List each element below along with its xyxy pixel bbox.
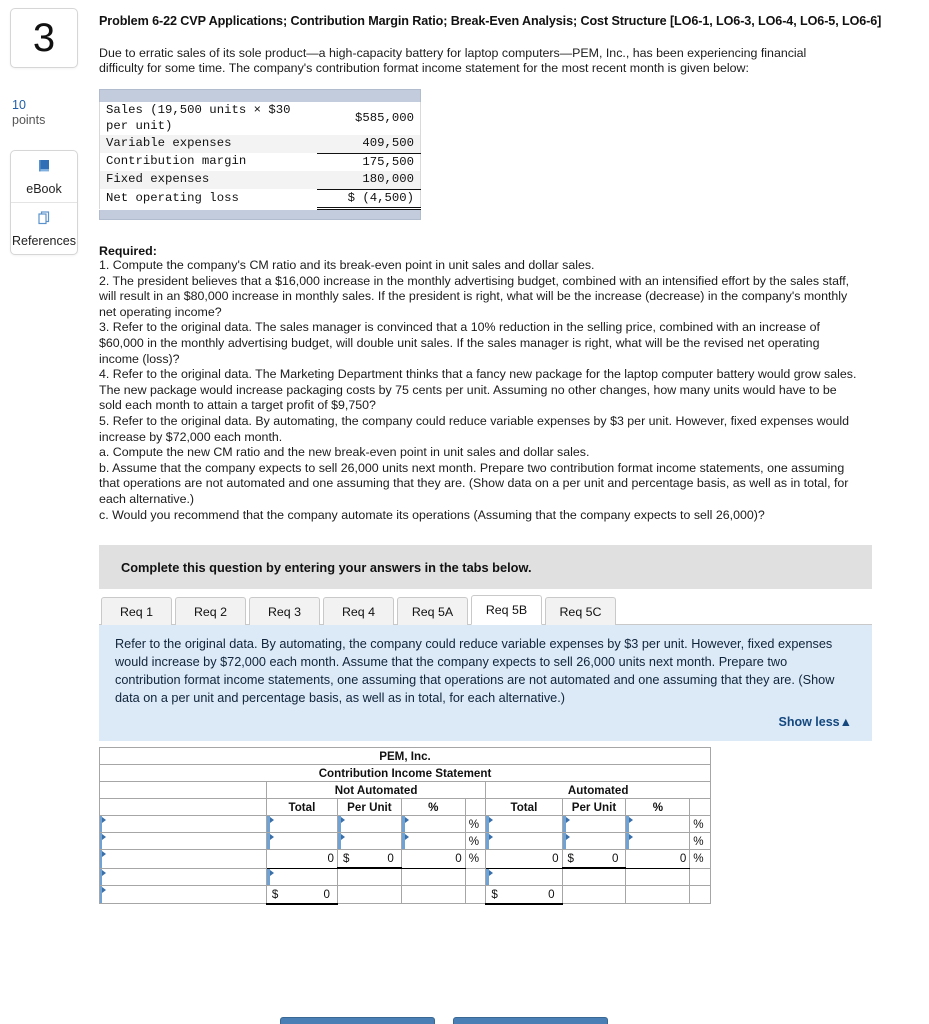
grid-colhdr-na-per-unit: Per Unit (337, 799, 401, 816)
row4-au-per-unit-cell (562, 868, 626, 885)
grid-colhdr-au-total: Total (486, 799, 562, 816)
row5-label-select[interactable] (100, 885, 267, 904)
row5-na-per-unit-cell (337, 885, 401, 904)
tab-req-1[interactable] (101, 597, 172, 625)
is-label-sales: Sales (19,500 units × $30 per unit) (106, 103, 291, 133)
row5-na-percent-symbol (465, 885, 486, 904)
grid-statement-title: Contribution Income Statement (100, 765, 711, 782)
row1-na-total-input[interactable] (266, 816, 337, 833)
row2-na-total-input[interactable] (266, 833, 337, 850)
tab-req-2[interactable] (175, 597, 246, 625)
required-heading: Required: (99, 244, 157, 259)
table-row (100, 885, 711, 904)
row3-na-percent-value: 0 (401, 850, 465, 869)
row1-na-percent-symbol: % (465, 816, 486, 833)
ebook-button[interactable] (11, 151, 77, 202)
tab-req-1-label: Req 1 (119, 604, 154, 619)
row3-au-total-value: 0 (486, 850, 562, 869)
row4-au-percent-symbol (690, 868, 711, 885)
complete-question-text: Complete this question by entering your answers in the tabs below. (121, 559, 532, 575)
row4-au-total-input[interactable] (486, 868, 562, 885)
row4-na-per-unit-cell (337, 868, 401, 885)
grid-row-column-headers (100, 799, 711, 816)
is-label-variable-expenses: Variable expenses (106, 136, 232, 151)
row1-au-percent-input[interactable] (626, 816, 690, 833)
book-icon (36, 158, 52, 179)
requirement-tabs (99, 593, 872, 625)
bottom-button-row (280, 1017, 608, 1024)
row4-na-total-input[interactable] (266, 868, 337, 885)
row1-au-total-input[interactable] (486, 816, 562, 833)
previous-button[interactable] (280, 1017, 435, 1024)
row3-label-select[interactable] (100, 850, 267, 869)
row4-au-percent-cell (626, 868, 690, 885)
row5-au-total-number: 0 (548, 887, 555, 901)
row2-au-total-input[interactable] (486, 833, 562, 850)
tab-req-4-label: Req 4 (341, 604, 376, 619)
required-item-2: 2. The president believes that a $16,000 increase in the monthly advertising budget, combined with an intensified effort by the sales staff, will result in an $80,000 increase in monthly sales. If the president is right, what will be the increase (decrease) in the company's monthly net operating income? (99, 273, 850, 319)
required-item-5b: b. Assume that the company expects to sell 26,000 units next month. Prepare two contribution format income statements, one assuming that operations are not automated and one assuming that they are. (Show data on a per unit and percentage basis, as well as in total, for each alternative.) (99, 460, 849, 506)
is-row-sales (100, 102, 421, 135)
income-statement-box (99, 89, 421, 220)
required-item-5a: a. Compute the new CM ratio and the new break-even point in unit sales and dollar sales. (99, 445, 590, 460)
question-number: 3 (32, 16, 56, 60)
question-number-box (10, 8, 78, 68)
is-row-net-operating-loss (100, 189, 421, 209)
row4-na-percent-symbol (465, 868, 486, 885)
active-tab-instructions-text: Refer to the original data. By automating, the company could reduce variable expenses by $3 per unit. However, fixed expenses would increase by $72,000 each month. Assume that the company expects to sell 26,000 units next month. Prepare two contribution format income statements, one assuming that operations are not automated and one assuming that they are. (Show data on a per unit and percentage basis, as well as in total, for each alternative.) (115, 637, 835, 706)
row3-na-total-value: 0 (266, 850, 337, 869)
row4-na-percent-cell (401, 868, 465, 885)
tab-req-5b[interactable] (471, 595, 542, 625)
required-item-5c: c. Would you recommend that the company automate its operations (Assuming that the company expects to sell 26,000)? (99, 507, 765, 522)
grid-colhdr-na-percent: % (401, 799, 465, 816)
next-button[interactable] (453, 1017, 608, 1024)
grid-colhdr-na-total: Total (266, 799, 337, 816)
row3-na-percent-symbol: % (465, 850, 486, 869)
is-amount-net-operating-loss: $ (4,500) (317, 189, 421, 209)
grid-colhdr-au-per-unit: Per Unit (562, 799, 626, 816)
table-row (100, 816, 711, 833)
income-statement-footer-bar (99, 210, 421, 220)
references-button[interactable] (11, 202, 77, 254)
grid-row-company (100, 748, 711, 765)
table-row (100, 833, 711, 850)
income-statement-table (99, 102, 421, 210)
row1-au-percent-symbol: % (690, 816, 711, 833)
row3-na-per-unit-number: 0 (387, 852, 394, 866)
points-label: points (12, 113, 46, 127)
row5-au-percent-symbol (690, 885, 711, 904)
left-rail (10, 8, 90, 255)
row2-au-percent-input[interactable] (626, 833, 690, 850)
tab-req-5c[interactable] (545, 597, 616, 625)
tab-req-2-label: Req 2 (193, 604, 228, 619)
is-row-variable-expenses (100, 135, 421, 153)
references-label: References (12, 234, 76, 248)
tab-req-5b-label: Req 5B (485, 603, 528, 618)
problem-title: Problem 6-22 CVP Applications; Contribution Margin Ratio; Break-Even Analysis; Cost Structure [LO6-1, LO6-3, LO6-4, LO6-5, LO6-6] (99, 14, 882, 28)
row1-au-per-unit-input[interactable] (562, 816, 626, 833)
show-less-link[interactable]: Show less▲ (778, 715, 852, 730)
row5-na-percent-cell (401, 885, 465, 904)
row3-na-dollar-sign: $ (342, 852, 350, 866)
table-row (100, 868, 711, 885)
is-label-net-operating-loss: Net operating loss (106, 191, 239, 206)
is-amount-variable-expenses: 409,500 (317, 135, 421, 153)
grid-colhdr-au-percent: % (626, 799, 690, 816)
row2-na-per-unit-input[interactable] (337, 833, 401, 850)
row3-au-percent-symbol: % (690, 850, 711, 869)
is-label-fixed-expenses: Fixed expenses (106, 172, 210, 187)
grid-group-blank (100, 782, 267, 799)
is-amount-fixed-expenses: 180,000 (317, 171, 421, 189)
row2-na-percent-input[interactable] (401, 833, 465, 850)
problem-intro: Due to erratic sales of its sole product—a high-capacity battery for laptop computers—PEM, Inc., has been experiencing financial difficulty for some time. The company's contribution format income statement for the most recent month is given below: (99, 45, 807, 76)
row5-na-total-value (266, 885, 337, 904)
row2-au-percent-symbol: % (690, 833, 711, 850)
row1-na-percent-input[interactable] (401, 816, 465, 833)
grid-colhdr-au-pctsym (690, 799, 711, 816)
tab-req-3-label: Req 3 (267, 604, 302, 619)
grid-colhdr-na-pctsym (465, 799, 486, 816)
row5-na-dollar-sign: $ (271, 887, 279, 901)
points-value: 10 (12, 98, 26, 112)
tab-req-3[interactable] (249, 597, 320, 625)
active-tab-instructions-panel (99, 625, 872, 741)
required-item-4: 4. Refer to the original data. The Marketing Department thinks that a fancy new package for the laptop computer battery would grow sales. The new package would increase packaging costs by 75 cents per unit. Assuming no other changes, how many units would have to be sold each month to attain a target profit of $9,750? (99, 367, 857, 413)
tab-req-5a[interactable] (397, 597, 468, 625)
row3-au-dollar-sign: $ (567, 852, 574, 866)
grid-colhdr-blank (100, 799, 267, 816)
row3-au-per-unit-value (562, 850, 626, 869)
answer-grid-wrapper (99, 747, 711, 905)
row2-na-percent-symbol: % (465, 833, 486, 850)
required-list (99, 258, 859, 523)
complete-question-banner (99, 545, 872, 589)
required-item-3: 3. Refer to the original data. The sales manager is convinced that a 10% reduction in the selling price, combined with an increase of $60,000 in the monthly advertising budget, will double unit sales. If the sales manager is right, what will be the revised net operating income (loss)? (99, 320, 820, 366)
row4-label-select[interactable] (100, 868, 267, 885)
main-content (99, 0, 914, 905)
tab-req-5a-label: Req 5A (411, 604, 454, 619)
row5-au-per-unit-cell (562, 885, 626, 904)
contribution-income-statement-grid (99, 747, 711, 905)
row5-au-total-value (486, 885, 562, 904)
grid-company-name: PEM, Inc. (100, 748, 711, 765)
points-block (10, 98, 90, 128)
income-statement-caption-bar (99, 89, 421, 102)
tool-stack (10, 150, 78, 255)
row5-au-dollar-sign: $ (491, 887, 498, 901)
row2-au-per-unit-input[interactable] (562, 833, 626, 850)
row1-label-select[interactable] (100, 816, 267, 833)
row3-na-per-unit-value (337, 850, 401, 869)
table-row (100, 850, 711, 869)
copy-pages-icon (36, 210, 52, 231)
row3-au-per-unit-number: 0 (611, 852, 619, 866)
required-item-1: 1. Compute the company's CM ratio and its break-even point in unit sales and dollar sales. (99, 258, 595, 273)
row3-au-percent-value: 0 (626, 850, 690, 869)
is-amount-sales: $585,000 (354, 110, 414, 125)
row5-na-total-number: 0 (323, 887, 330, 901)
grid-row-groups (100, 782, 711, 799)
row1-na-per-unit-input[interactable] (337, 816, 401, 833)
required-item-5: 5. Refer to the original data. By automating, the company could reduce variable expenses by $3 per unit. However, fixed expenses would increase by $72,000 each month. (99, 414, 850, 444)
grid-row-statement-title (100, 765, 711, 782)
row2-label-select[interactable] (100, 833, 267, 850)
is-amount-contribution-margin: 175,500 (362, 154, 414, 169)
grid-group-not-automated: Not Automated (266, 782, 485, 799)
is-row-contribution-margin (100, 153, 421, 171)
grid-group-automated: Automated (486, 782, 711, 799)
ebook-label: eBook (26, 182, 62, 196)
row5-au-percent-cell (626, 885, 690, 904)
tab-req-5c-label: Req 5C (559, 604, 602, 619)
tab-req-4[interactable] (323, 597, 394, 625)
is-row-fixed-expenses (100, 171, 421, 189)
is-label-contribution-margin: Contribution margin (106, 154, 247, 169)
